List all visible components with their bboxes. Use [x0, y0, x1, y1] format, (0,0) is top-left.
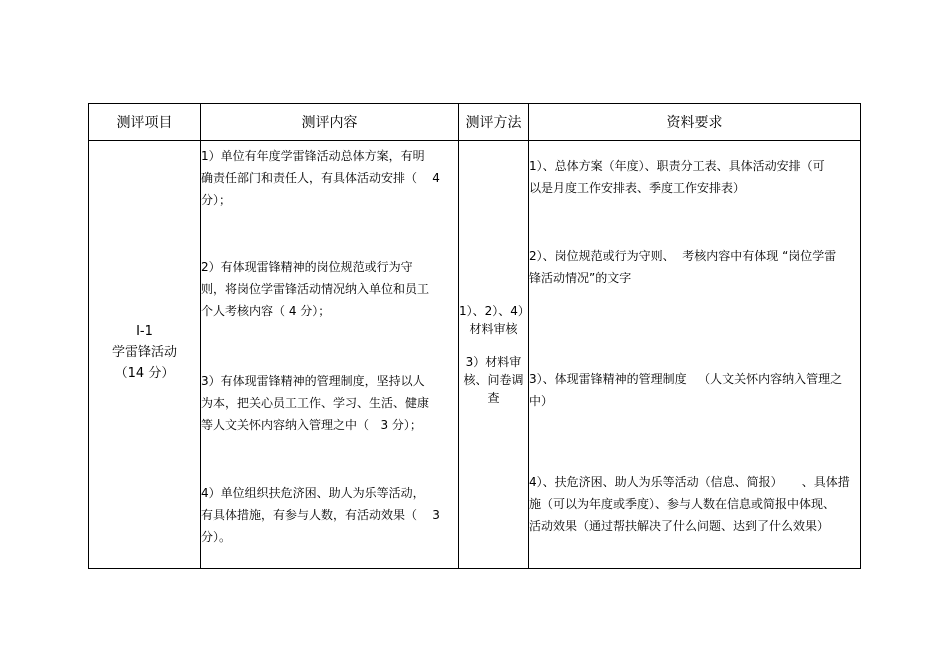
requirement-item-2: 2）、岗位规范或行为守则、 考核内容中有体现 “岗位学雷 锋活动情况”的文字	[529, 249, 837, 285]
content-item-3: 3）有体现雷锋精神的管理制度，坚持以人 为本，把关心员工工作、学习、生活、健康 等人文关怀内容纳入管理之中（ 3 分）；	[201, 374, 430, 432]
method-cell	[459, 141, 529, 569]
header-content: 测评内容	[201, 104, 459, 141]
requirements-cell	[529, 141, 861, 569]
header-method: 测评方法	[459, 104, 529, 141]
header-requirements: 资料要求	[529, 104, 861, 141]
content-item-1: 1）单位有年度学雷锋活动总体方案，有明 确责任部门和责任人，有具体活动安排（ 4 分）；	[201, 149, 440, 207]
method-part-1: 1）、2）、4） 材料审核	[459, 304, 530, 336]
content-item-4: 4）单位组织扶危济困、助人为乐等活动， 有具体措施，有参与人数，有活动效果（ 3 分）。	[201, 486, 440, 544]
item-score: （14 分）	[114, 366, 175, 381]
item-cell	[89, 141, 201, 569]
item-code: Ⅰ-1	[136, 324, 153, 339]
content-cell	[201, 141, 459, 569]
evaluation-table	[88, 103, 861, 569]
table-row	[89, 141, 861, 569]
content-item-2: 2）有体现雷锋精神的岗位规范或行为守 则，将岗位学雷锋活动情况纳入单位和员工 个人考核内容（ 4 分）；	[201, 260, 430, 318]
requirement-item-3: 3）、体现雷锋精神的管理制度 （人文关怀内容纳入管理之 中）	[529, 372, 843, 408]
header-item: 测评项目	[89, 104, 201, 141]
requirement-item-1: 1）、总体方案（年度）、职责分工表、具体活动安排（可 以是月度工作安排表、季度工作安排表）	[529, 159, 825, 195]
item-name: 学雷锋活动	[111, 345, 177, 360]
method-part-2: 3）材料审 核、问卷调 查	[463, 355, 524, 405]
header-row	[89, 104, 861, 141]
requirement-item-4: 4）、扶危济困、助人为乐等活动（信息、简报） 、具体措 施（可以为年度或季度）、参与人数在信息或简报中体现、 活动效果（通过帮扶解决了什么问题、达到了什么效果）	[529, 475, 850, 533]
